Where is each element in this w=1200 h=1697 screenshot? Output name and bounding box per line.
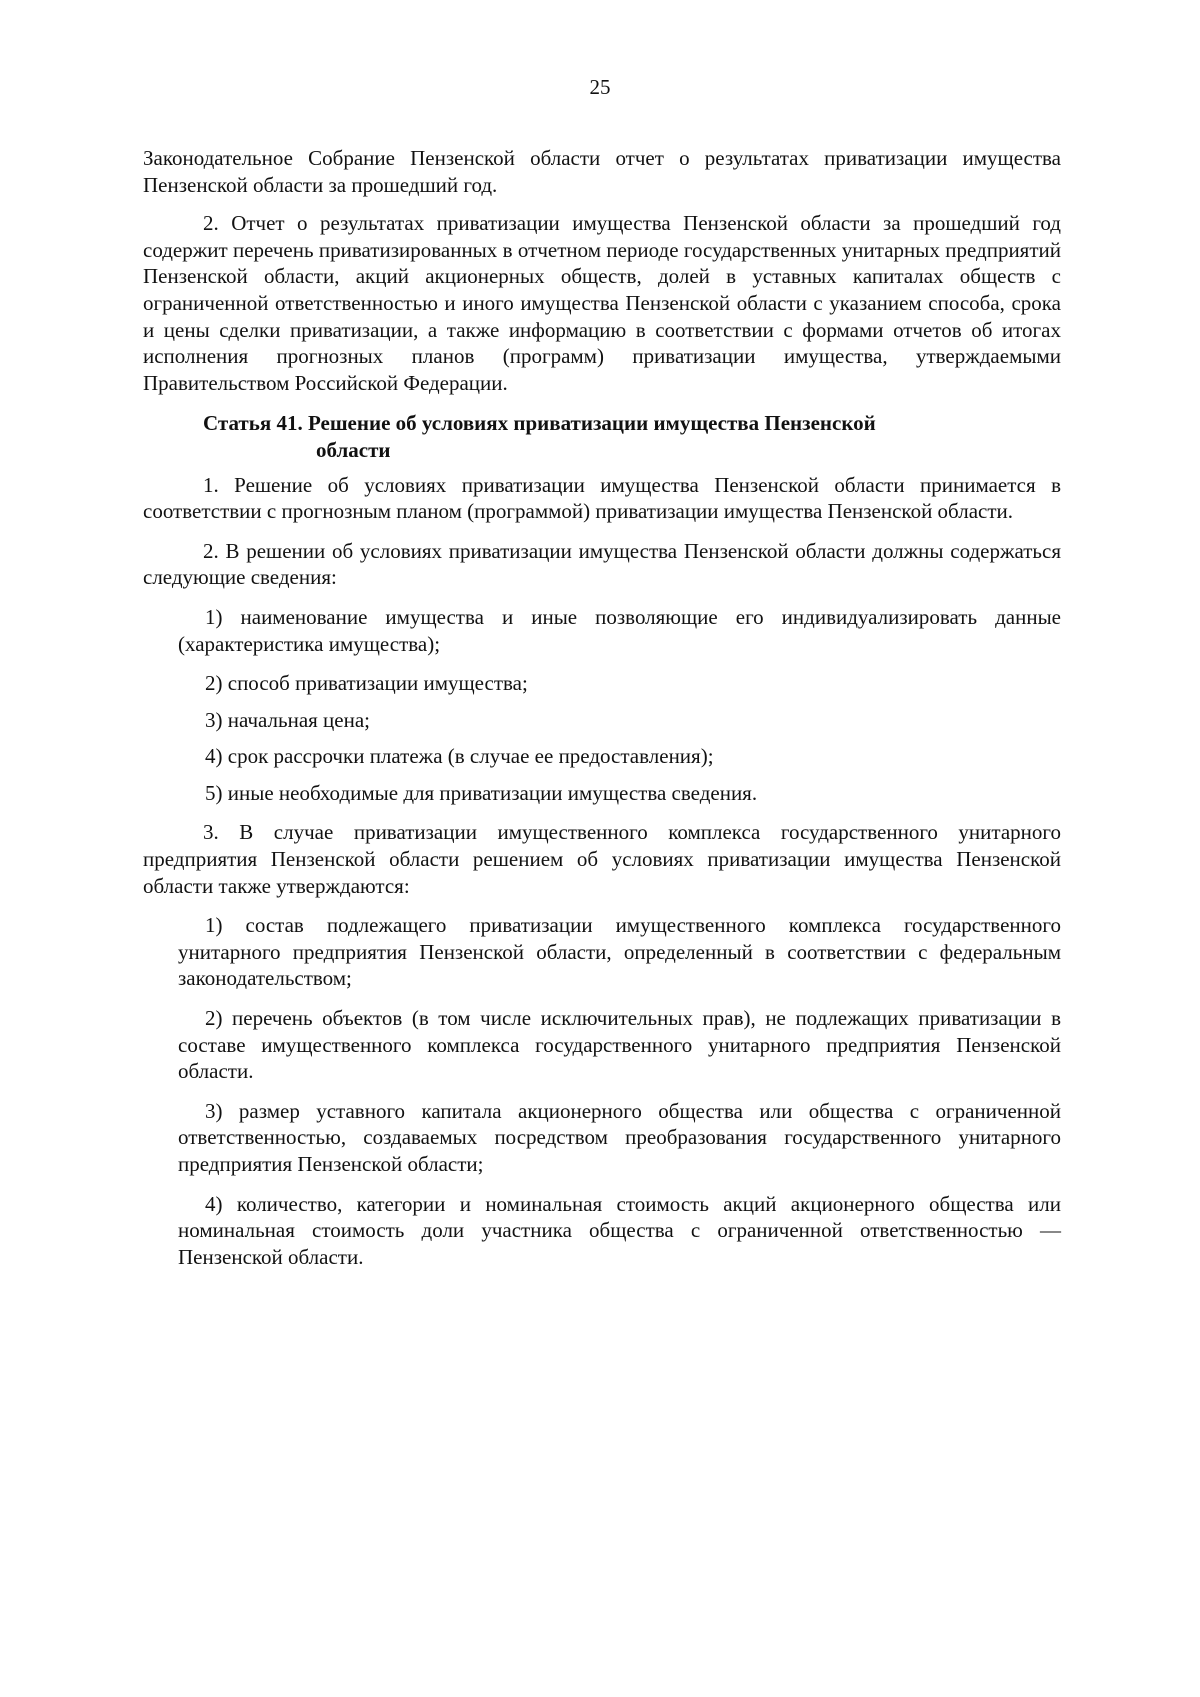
list-item: 4) срок рассрочки платежа (в случае ее предоставления); — [205, 744, 714, 769]
list-item: 3) размер уставного капитала акционерного общества или общества с ограниченной ответственностью, создаваемых посредством преобразования государственного унитарного предприятия Пензенской области; — [178, 1098, 1061, 1176]
document-body — [143, 145, 1061, 1283]
article-paragraph-1: 1. Решение об условиях приватизации имущества Пензенской области принимается в соответствии с прогнозным планом (программой) приватизации имущества Пензенской области. — [143, 472, 1061, 524]
list-item: 1) наименование имущества и иные позволяющие его индивидуализировать данные (характеристика имущества); — [178, 604, 1061, 656]
article-heading-line2: области — [316, 437, 391, 462]
continuation-paragraph: Законодательное Собрание Пензенской области отчет о результатах приватизации имущества Пензенской области за прошедший год. — [143, 146, 1061, 197]
page-number: 25 — [589, 75, 611, 99]
report-contents-paragraph: 2. Отчет о результатах приватизации имущества Пензенской области за прошедший год содержит перечень приватизированных в отчетном периоде государственных унитарных предприятий Пензенской области, акций акционерных обществ, долей в уставных капиталах обществ с ограниченной ответственностью и иного имущества Пензенской области с указанием способа, срока и цены сделки приватизации, а также информацию в соответствии с формами отчетов об итогах исполнения прогнозных планов (программ) приватизации имущества, утверждаемыми Правительством Российской Федерации. — [143, 211, 1061, 395]
article-41-heading — [143, 410, 1061, 463]
list-item: 4) количество, категории и номинальная стоимость акций акционерного общества или номинальная стоимость доли участника общества с ограниченной ответственностью — Пензенской области. — [178, 1191, 1061, 1269]
article-paragraph-3: 3. В случае приватизации имущественного комплекса государственного унитарного предприятия Пензенской области решением об условиях приватизации имущества Пензенской области также утверждаются: — [143, 820, 1061, 898]
list-item: 2) перечень объектов (в том числе исключительных прав), не подлежащих приватизации в составе имущественного комплекса государственного унитарного предприятия Пензенской области. — [178, 1006, 1061, 1084]
article-heading-line1: Статья 41. Решение об условиях приватизации имущества Пензенской — [203, 411, 876, 436]
list-item: 2) способ приватизации имущества; — [205, 671, 528, 696]
list-item: 3) начальная цена; — [205, 707, 371, 732]
article-paragraph-2: 2. В решении об условиях приватизации имущества Пензенской области должны содержаться следующие сведения: — [143, 538, 1061, 590]
list-item: 1) состав подлежащего приватизации имущественного комплекса государственного унитарного предприятия Пензенской области, определенный в соответствии с федеральным законодательством; — [178, 913, 1061, 991]
list-item: 5) иные необходимые для приватизации имущества сведения. — [205, 780, 758, 805]
